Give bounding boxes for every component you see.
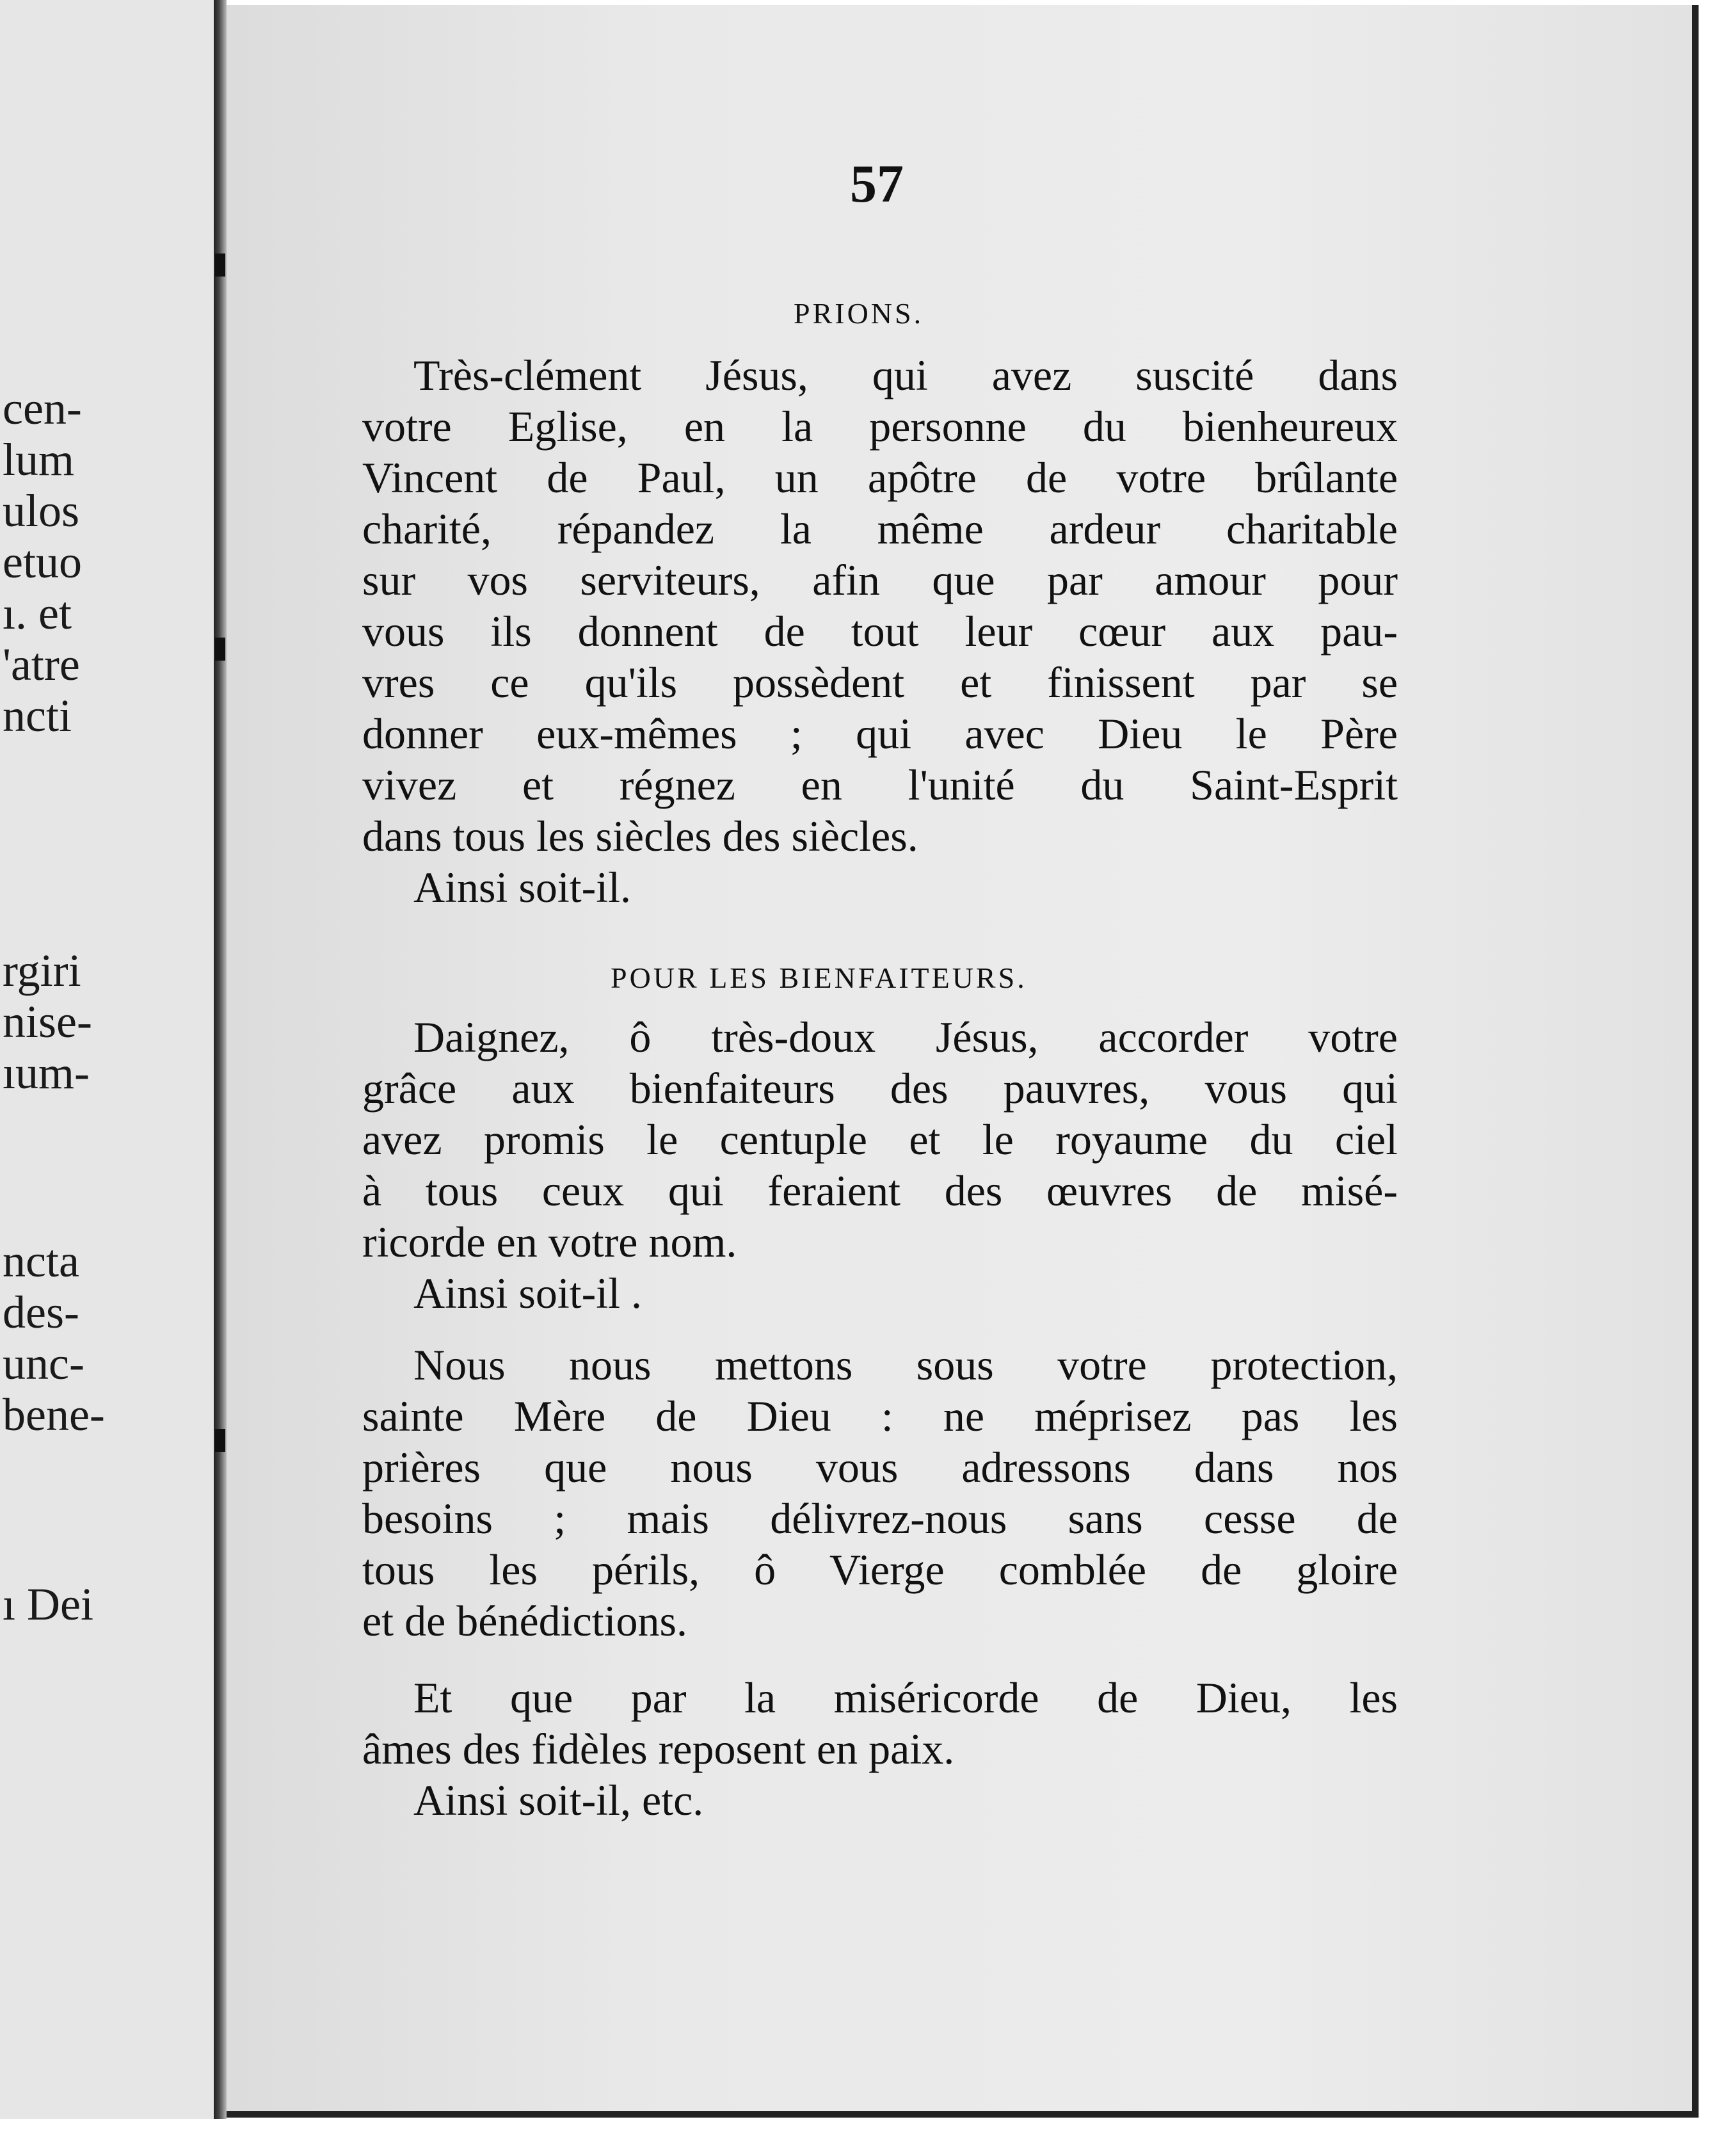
text-line: Ainsi soit-il, etc. (413, 1776, 704, 1824)
section-heading-bienfaiteurs: POUR LES BIENFAITEURS. (611, 961, 1027, 994)
text-line: prières que nous vous adressons dans nos (362, 1443, 1398, 1492)
binding-stitch (215, 638, 225, 661)
text-line: Très-clément Jésus, qui avez suscité dans (413, 351, 1398, 399)
text-line: donner eux-mêmes ; qui avec Dieu le Père (362, 709, 1398, 758)
text-line: Daignez, ô très-doux Jésus, accorder votre (413, 1013, 1398, 1061)
left-fragment: ncti (3, 690, 72, 741)
text-line: sainte Mère de Dieu : ne méprisez pas les (362, 1392, 1398, 1440)
book-spine (214, 0, 227, 2132)
left-fragment: 'atre (3, 639, 80, 690)
text-line: âmes des fidèles reposent en paix. (362, 1725, 955, 1773)
left-fragment: nise- (3, 996, 92, 1047)
text-line: tous les périls, ô Vierge comblée de gloire (362, 1545, 1398, 1594)
text-line: votre Eglise, en la personne du bienheureux (362, 402, 1398, 451)
left-fragment: ulos (3, 485, 80, 536)
left-fragment: ıum- (3, 1047, 90, 1098)
text-line: vivez et régnez en l'unité du Saint-Esprit (362, 760, 1398, 809)
text-line: besoins ; mais délivrez-nous sans cesse de (362, 1494, 1398, 1543)
text-line: Ainsi soit-il . (413, 1269, 643, 1317)
binding-stitch (215, 253, 225, 277)
text-line: ricorde en votre nom. (362, 1218, 737, 1266)
binding-stitch (215, 1429, 225, 1452)
left-fragment: etuo (3, 536, 82, 588)
left-fragment: cen- (3, 383, 82, 434)
left-fragment: ı. et (3, 588, 72, 639)
text-line: sur vos serviteurs, afin que par amour pour (362, 556, 1398, 604)
text-line: dans tous les siècles des siècles. (362, 812, 918, 860)
section-heading-prions: PRIONS. (794, 297, 924, 330)
text-line: charité, répandez la même ardeur charitable (362, 504, 1398, 553)
scan-margin (1699, 0, 1728, 2156)
text-line: Nous nous mettons sous votre protection, (413, 1340, 1398, 1389)
text-line: Et que par la miséricorde de Dieu, les (413, 1673, 1398, 1722)
text-line: et de bénédictions. (362, 1597, 687, 1645)
left-fragment: unc- (3, 1338, 84, 1389)
left-page-edge (0, 0, 214, 2132)
left-fragment: bene- (3, 1389, 105, 1440)
left-fragment: rgiri (3, 945, 81, 996)
text-line: vres ce qu'ils possèdent et finissent par se (362, 658, 1398, 707)
text-line: Ainsi soit-il. (413, 863, 632, 912)
page-number: 57 (850, 154, 904, 214)
text-line: avez promis le centuple et le royaume du ciel (362, 1115, 1398, 1164)
text-line: à tous ceux qui feraient des œuvres de misé- (362, 1166, 1398, 1215)
left-fragment: ncta (3, 1235, 79, 1287)
left-fragment: des- (3, 1287, 79, 1338)
scan-bottom-margin (0, 2119, 1728, 2156)
text-line: Vincent de Paul, un apôtre de votre brûlante (362, 453, 1398, 502)
left-fragment: ı Dei (3, 1579, 93, 1630)
text-line: vous ils donnent de tout leur cœur aux pau- (362, 607, 1398, 656)
left-fragment: lum (3, 434, 75, 485)
text-line: grâce aux bienfaiteurs des pauvres, vous qui (362, 1064, 1398, 1113)
